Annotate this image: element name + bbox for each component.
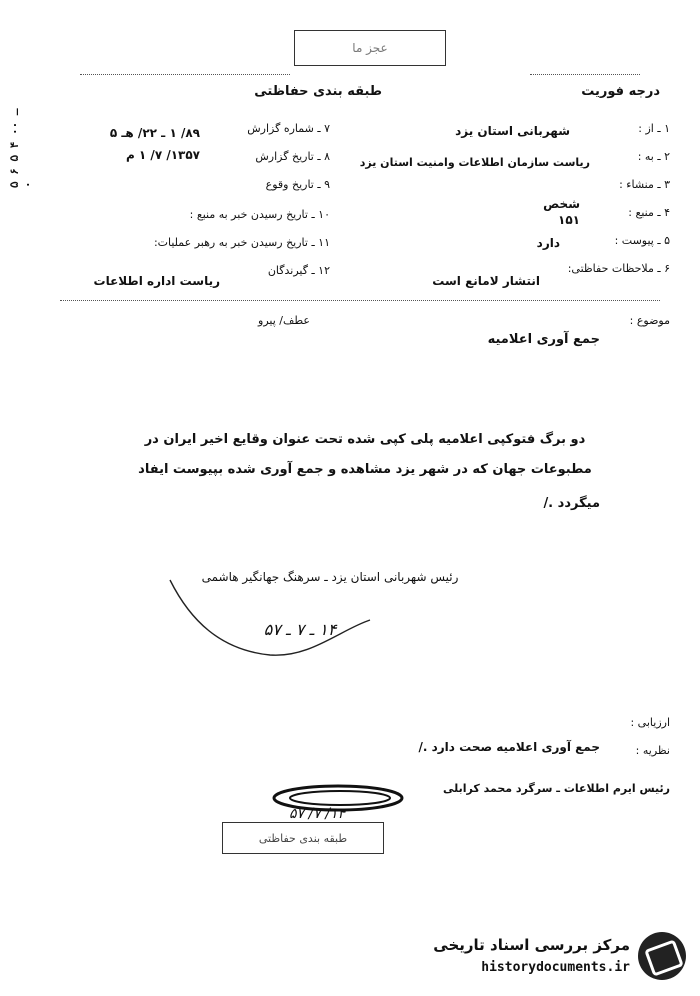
header-right-line [530, 74, 640, 75]
field-report-no-label: ۷ ـ شماره گزارش [247, 122, 330, 135]
evaluation-signer: رئیس ایرم اطلاعات ـ سرگرد محمد کرابلی [443, 782, 670, 795]
field-security-value: انتشار لامانع است [432, 274, 540, 288]
field-report-date-label: ۸ ـ تاریخ گزارش [255, 150, 330, 163]
field-from-value: شهربانی استان یزد [455, 124, 570, 138]
archive-logo [638, 932, 686, 980]
priority-label: درجه فوریت [581, 84, 660, 99]
top-stamp-box [294, 30, 446, 66]
signature-scribble [150, 560, 450, 670]
header-left-line [80, 74, 290, 75]
field-report-no-value: ۸۹/ ۱ ـ ۲۲/ هـ ۵ [109, 126, 200, 140]
evaluation-date: ۱۴/ ۷/ ۵۷ [289, 806, 345, 822]
subject-reference: عطف/ پیرو [258, 314, 310, 327]
subject-text: جمع آوری اعلامیه [487, 332, 600, 347]
field-recipients-value: ریاست اداره اطلاعات [93, 274, 220, 288]
field-attachment-label: ۵ ـ پیوست : [614, 234, 670, 247]
footer-url: historydocuments.ir [481, 960, 630, 975]
field-to-value: ریاست سازمان اطلاعات وامنیت استان یزد [359, 156, 590, 169]
field-source-value: شخص ۱۵۱ [543, 197, 580, 227]
field-origin-label: ۳ ـ منشاء : [619, 178, 670, 191]
classification-label: طبقه بندی حفاظتی [254, 84, 382, 99]
field-from-label: ۱ ـ از : [638, 122, 670, 135]
classification-stamp [222, 822, 384, 854]
field-source-label: ۴ ـ منبع : [628, 206, 670, 219]
field-attachment-value: دارد [536, 236, 560, 250]
field-to-label: ۲ ـ به : [637, 150, 670, 163]
opinion-text: جمع آوری اعلامیه صحت دارد ./ [418, 740, 600, 754]
field-source-date-label: ۱۰ ـ تاریخ رسیدن خبر به منبع : [189, 208, 330, 221]
signature-date: ۱۴ ـ ۷ ـ ۵۷ [263, 620, 337, 639]
footer-title: مرکز بررسی اسناد تاریخی [433, 936, 630, 954]
body-line-1: دو برگ فتوکپی اعلامیه پلی کپی شده تحت عنوان وقایع اخیر ایران در [144, 432, 586, 447]
field-report-date-value: ۱۳۵۷/ ۷/ ۱ م [125, 148, 200, 162]
signature-name: رئیس شهربانی استان یزد ـ سرهنگ جهانگیر هاشمی [201, 570, 459, 584]
evaluation-label: ارزیابی : [630, 716, 670, 729]
side-code: ۵ ـ ۰۰ ۴ ۵ ۶ ۰ [8, 108, 34, 188]
subject-label: موضوع : [629, 314, 670, 327]
field-recipients-label: ۱۲ ـ گیرندگان [267, 264, 330, 277]
section-divider [60, 300, 660, 301]
field-security-label: ۶ ـ ملاحظات حفاظتی: [567, 262, 670, 275]
classification-stamp-text: طبقه بندی حفاظتی [258, 832, 348, 845]
body-line-2: مطبوعات جهان که در شهر یزد مشاهده و جمع آوری شده بپیوست ایفاد [138, 462, 592, 477]
top-stamp-text: عجز ما [352, 41, 388, 55]
field-operation-date-label: ۱۱ ـ تاریخ رسیدن خبر به رهبر عملیات: [153, 236, 330, 249]
body-line-3: میگردد ./ [543, 496, 600, 511]
opinion-label: نظریه : [635, 744, 670, 757]
field-event-date-label: ۹ ـ تاریخ وقوع [265, 178, 330, 191]
